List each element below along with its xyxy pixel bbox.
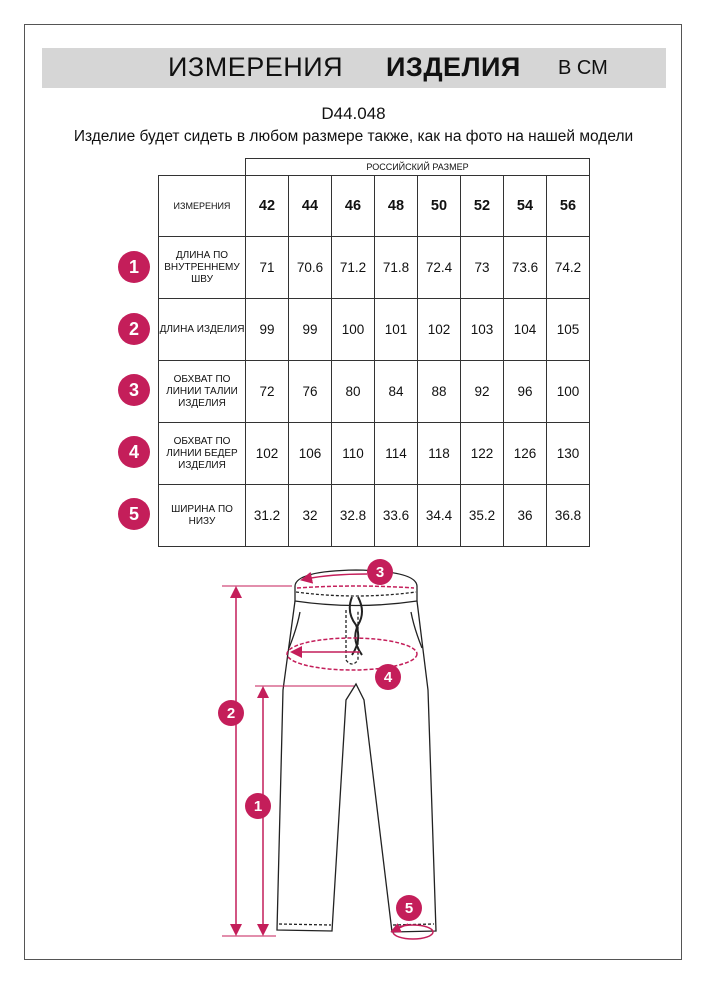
header-unit: В СМ — [558, 57, 608, 79]
table-cell: 103 — [461, 299, 504, 361]
table-cell: 126 — [504, 423, 547, 485]
table-cell: 36.8 — [547, 485, 590, 547]
row-number-badge: 3 — [118, 374, 150, 406]
table-cell: 99 — [289, 299, 332, 361]
row-label: ДЛИНА ПО ВНУТРЕННЕМУ ШВУ — [159, 237, 246, 299]
table-cell: 114 — [375, 423, 418, 485]
diagram-badge-hem — [396, 895, 422, 921]
size-header: 52 — [461, 176, 504, 237]
row-label: ШИРИНА ПО НИЗУ — [159, 485, 246, 547]
table-cell: 100 — [547, 361, 590, 423]
table-cell: 100 — [332, 299, 375, 361]
table-cell: 118 — [418, 423, 461, 485]
table-cell: 102 — [246, 423, 289, 485]
row-label: ОБХВАТ ПО ЛИНИИ ТАЛИИ ИЗДЕЛИЯ — [159, 361, 246, 423]
fit-note: Изделие будет сидеть в любом размере также, как на фото на нашей модели — [73, 128, 634, 145]
table-cell: 99 — [246, 299, 289, 361]
table-cell: 92 — [461, 361, 504, 423]
table-cell: 73.6 — [504, 237, 547, 299]
table-cell: 34.4 — [418, 485, 461, 547]
header-title-bold: ИЗДЕЛИЯ — [386, 52, 521, 82]
table-cell: 74.2 — [547, 237, 590, 299]
row-label: ДЛИНА ИЗДЕЛИЯ — [159, 299, 246, 361]
measurement-header: ИЗМЕРЕНИЯ — [159, 176, 246, 237]
table-cell: 31.2 — [246, 485, 289, 547]
table-cell: 71.8 — [375, 237, 418, 299]
diagram-badge-inseam — [245, 793, 271, 819]
diagram-badge-waist — [367, 559, 393, 585]
diagram-badge-length — [218, 700, 244, 726]
size-header: 46 — [332, 176, 375, 237]
table-cell: 84 — [375, 361, 418, 423]
svg-text:1: 1 — [253, 798, 263, 815]
svg-text:3: 3 — [375, 564, 385, 581]
size-header: 44 — [289, 176, 332, 237]
size-header: 48 — [375, 176, 418, 237]
table-cell: 32.8 — [332, 485, 375, 547]
row-number-badge: 5 — [118, 498, 150, 530]
table-cell: 104 — [504, 299, 547, 361]
trousers-outline — [277, 570, 436, 932]
size-header: 50 — [418, 176, 461, 237]
svg-text:4: 4 — [383, 669, 393, 686]
product-code: D44.048 — [321, 104, 386, 123]
table-cell: 72 — [246, 361, 289, 423]
row-label: ОБХВАТ ПО ЛИНИИ БЕДЕР ИЗДЕЛИЯ — [159, 423, 246, 485]
diagram-badge-hip — [375, 664, 401, 690]
row-number-badge: 2 — [118, 313, 150, 345]
table-cell: 71 — [246, 237, 289, 299]
table-cell: 105 — [547, 299, 590, 361]
table-cell: 35.2 — [461, 485, 504, 547]
table-cell: 71.2 — [332, 237, 375, 299]
table-cell: 122 — [461, 423, 504, 485]
svg-text:5: 5 — [404, 900, 414, 917]
table-cell: 80 — [332, 361, 375, 423]
table-cell: 70.6 — [289, 237, 332, 299]
table-cell: 33.6 — [375, 485, 418, 547]
table-cell: 76 — [289, 361, 332, 423]
size-header: 54 — [504, 176, 547, 237]
table-cell: 72.4 — [418, 237, 461, 299]
header-title-light: ИЗМЕРЕНИЯ — [168, 52, 344, 82]
table-cell: 106 — [289, 423, 332, 485]
svg-text:2: 2 — [226, 705, 236, 722]
size-group-header: РОССИЙСКИЙ РАЗМЕР — [246, 159, 590, 176]
table-cell: 96 — [504, 361, 547, 423]
table-cell: 73 — [461, 237, 504, 299]
table-cell: 32 — [289, 485, 332, 547]
row-number-badge: 4 — [118, 436, 150, 468]
row-number-badge: 1 — [118, 251, 150, 283]
table-cell: 88 — [418, 361, 461, 423]
table-cell: 36 — [504, 485, 547, 547]
table-cell: 130 — [547, 423, 590, 485]
size-header: 56 — [547, 176, 590, 237]
table-cell: 102 — [418, 299, 461, 361]
table-cell: 101 — [375, 299, 418, 361]
size-header: 42 — [246, 176, 289, 237]
table-cell: 110 — [332, 423, 375, 485]
